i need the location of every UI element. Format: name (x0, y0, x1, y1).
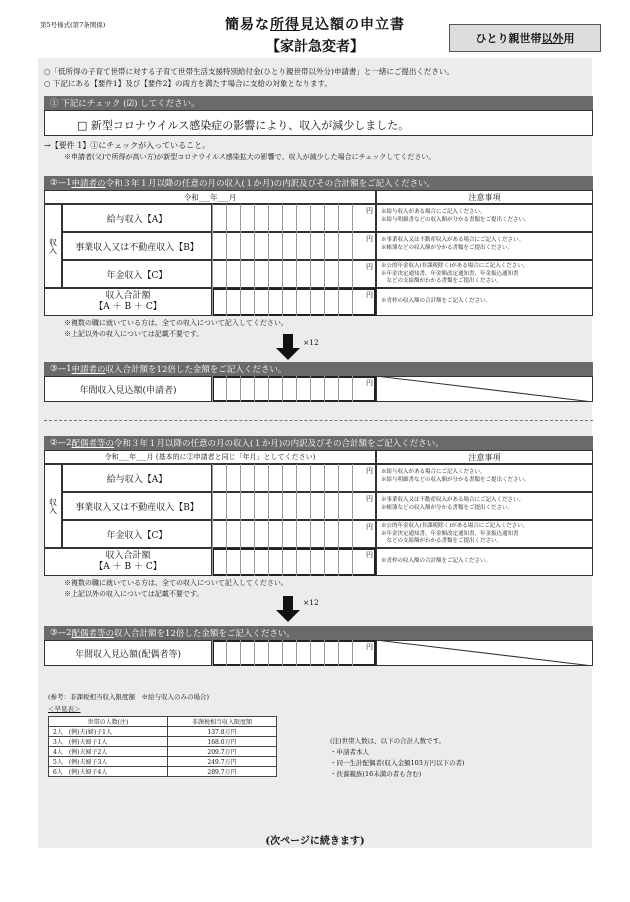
salary-income-note: ※給与収入がある場合にご記入ください。 ※給与明細書などの収入額が分かる書類をご提出ください。 (376, 464, 593, 492)
other-income-note: ※上記以外の収入については記載不要です。 (64, 590, 204, 598)
applicant-period[interactable]: 令和___年___月 (183, 192, 237, 202)
business-income-label: 事業収入又は不動産収入【B】 (75, 242, 199, 253)
salary-income-label: 給与収入【A】 (106, 214, 168, 225)
reference-caption: (参考：非課税相当収入限度額 ※給与収入のみの場合) (48, 693, 210, 701)
household-note: (注)世帯人数は、以下の合計人数です。 ・申請者本人 ・同一生計配偶者(収入金額103万円以下の者) ・扶養親族(16未満の者も含む) (330, 737, 465, 778)
pension-income-note: ※公的年金収入(非課税除く)がある場合にご記入ください。 ※年金決定通知書、年金額改定通知書、年金振込通知書 などの支給額がわかる書類をご提出ください。 (376, 520, 593, 548)
covid-check-box[interactable] (44, 110, 593, 136)
form-number: 第5号様式(第7条関係) (40, 21, 106, 29)
table-row: 5人 (例)夫婦子3人 249.7万円 (49, 757, 277, 767)
reference-table: 世帯の人数(注) 非課税相当収入限度額 2人 (例)夫(婦)子1人 137.8万円 3人 (例)夫婦子1人 168.0万円 4人 (例)夫婦子2人 209.7万円 5人 (例)夫婦子3人 249.7万円 6人 (例)夫婦子4人 289.7万円 (48, 716, 277, 777)
applicant-annual-label: 年間収入見込額(申請者) (79, 385, 177, 396)
table-row: 4人 (例)夫婦子2人 209.7万円 (49, 747, 277, 757)
target-badge: ひとり親世帯 以外 用 (449, 24, 601, 52)
business-income-note: ※事業収入又は不動産収入がある場合にご記入ください。 ※帳簿などの収入額が分かる書類をご提出ください。 (376, 492, 593, 520)
total-income-note: ※青枠の収入額の合計額をご記入ください。 (376, 288, 593, 316)
table-row: 3人 (例)夫婦子1人 168.0万円 (49, 737, 277, 747)
applicant-annual-row: 年間収入見込額(申請者) 円 (44, 376, 593, 402)
multiply-12-label: ×12 (303, 338, 319, 347)
total-income-note: ※青枠の収入額の合計額をご記入ください。 (376, 548, 593, 576)
total-income-label: 収入合計額 【A ＋ B ＋ C】 (94, 291, 162, 312)
notes-header: 注意事項 (468, 192, 501, 202)
spouse-income-table: 令和___年___月 (基本的に②申請者と同じ「年月」としてください) 注意事項 収入 給与収入【A】 円 ※給与収入がある場合にご記入ください。 ※給与明細書などの収入額が分かる書類をご提出ください。 事業収入又は不動産収入【B】 円 ※事業収入又は不動産収入がある場合にご記入ください。 ※帳簿などの収入額が分かる書類をご提出ください。 年金収入【C】 円 ※公的年金収入(非課税除く)がある場合にご記入ください。 ※年金決定通知書、年金額改定通知書、年金振込通知書 などの支給額がわかる書類をご提出ください。 収入合計額 【A ＋ B ＋ C】 円 ※青枠の収入額の合計額をご記入ください。 (44, 450, 593, 576)
notes-header: 注意事項 (468, 452, 501, 462)
table-row: 6人 (例)夫婦子4人 289.7万円 (49, 767, 277, 777)
notice-2: ○ 下記にある【要件1】及び【要件2】の両方を満たす場合に支給の対象となります。 (44, 79, 332, 88)
salary-income-label: 給与収入【A】 (106, 474, 168, 485)
business-income-label: 事業収入又は不動産収入【B】 (75, 502, 199, 513)
income-side-label: 収入 (48, 238, 58, 254)
pension-income-label: 年金収入【C】 (106, 270, 168, 281)
blank-hatch (376, 376, 593, 402)
spouse-annual-row: 年間収入見込額(配偶者等) 円 (44, 640, 593, 666)
requirement1-note: →【要件 1】①にチェックが入っていること。 (44, 141, 211, 150)
total-income-label: 収入合計額 【A ＋ B ＋ C】 (94, 551, 162, 572)
arrow-down-icon (276, 334, 300, 360)
applicant-income-table: 令和___年___月 注意事項 収入 給与収入【A】 円 ※給与収入がある場合にご記入ください。 ※給与明細書などの収入額が分かる書類をご提出ください。 事業収入又は不動産収入【B】 円 ※事業収入又は不動産収入がある場合にご記入ください。 ※帳簿などの収入額が分かる書類をご提出ください。 年金収入【C】 円 ※公的年金収入(非課税除く)がある場合にご記入ください。 ※年金決定通知書、年金額改定通知書、年金振込通知書 などの支給額がわかる書類をご提出ください。 収入合計額 【A ＋ B ＋ C】 円 ※青枠の収入額の合計額をご記入ください。 (44, 190, 593, 316)
spouse-period[interactable]: 令和___年___月 (基本的に②申請者と同じ「年月」としてください) (104, 453, 316, 461)
pension-income-label: 年金収入【C】 (106, 530, 168, 541)
section3-2-header: ③—2 配偶者等の 収入合計額を12倍した金額をご記入ください。 (44, 626, 593, 640)
multi-job-note: ※複数の職に就いている方は、全ての収入について記入してください。 (64, 579, 288, 587)
covid-checkbox-label[interactable]: □ 新型コロナウイルス感染症の影響により、収入が減少しました。 (77, 119, 410, 132)
multiply-12-label: ×12 (303, 598, 319, 607)
multi-job-note: ※複数の職に就いている方は、全ての収入について記入してください。 (64, 319, 288, 327)
other-income-note: ※上記以外の収入については記載不要です。 (64, 330, 204, 338)
notice-1: ○「低所得の子育て世帯に対する子育て世帯生活支援特別給付金(ひとり親世帯以外分)申請書」と一緒にご提出ください。 (44, 67, 454, 76)
page-subtitle: 【家計急変者】 (266, 39, 364, 55)
continued-note: (次ページに続きます) (265, 836, 365, 847)
pension-income-note: ※公的年金収入(非課税除く)がある場合にご記入ください。 ※年金決定通知書、年金額改定通知書、年金振込通知書 などの支給額がわかる書類をご提出ください。 (376, 260, 593, 288)
business-income-note: ※事業収入又は不動産収入がある場合にご記入ください。 ※帳簿などの収入額が分かる書類をご提出ください。 (376, 232, 593, 260)
section2-1-header: ②—1 申請者の 令和３年１月以降の任意の月の収入(１か月)の内訳及びその合計額をご記入ください。 (44, 176, 593, 190)
blank-hatch (376, 640, 593, 666)
section3-1-header: ③—1 申請者の 収入合計額を12倍した金額をご記入ください。 (44, 362, 593, 376)
table-row: 2人 (例)夫(婦)子1人 137.8万円 (49, 727, 277, 737)
section2-2-header: ②—2 配偶者等の 令和３年１月以降の任意の月の収入(１か月)の内訳及びその合計額をご記入ください。 (44, 436, 593, 450)
page-title: 簡易な所得見込額の申立書 (225, 17, 405, 33)
section1-header: ① 下記にチェック (☑) してください。 (44, 96, 593, 110)
quick-table-title: ＜早見表＞ (48, 705, 81, 713)
spouse-annual-label: 年間収入見込額(配偶者等) (74, 649, 182, 660)
section-divider (44, 420, 593, 421)
salary-income-note: ※給与収入がある場合にご記入ください。 ※給与明細書などの収入額が分かる書類をご提出ください。 (376, 204, 593, 232)
requirement1-subnote: ※申請者(父)で所得が高い方)が新型コロナウイルス感染拡大の影響で、収入が減少した場合にチェックしてください。 (64, 153, 436, 161)
income-side-label: 収入 (48, 498, 58, 514)
arrow-down-icon (276, 596, 300, 622)
